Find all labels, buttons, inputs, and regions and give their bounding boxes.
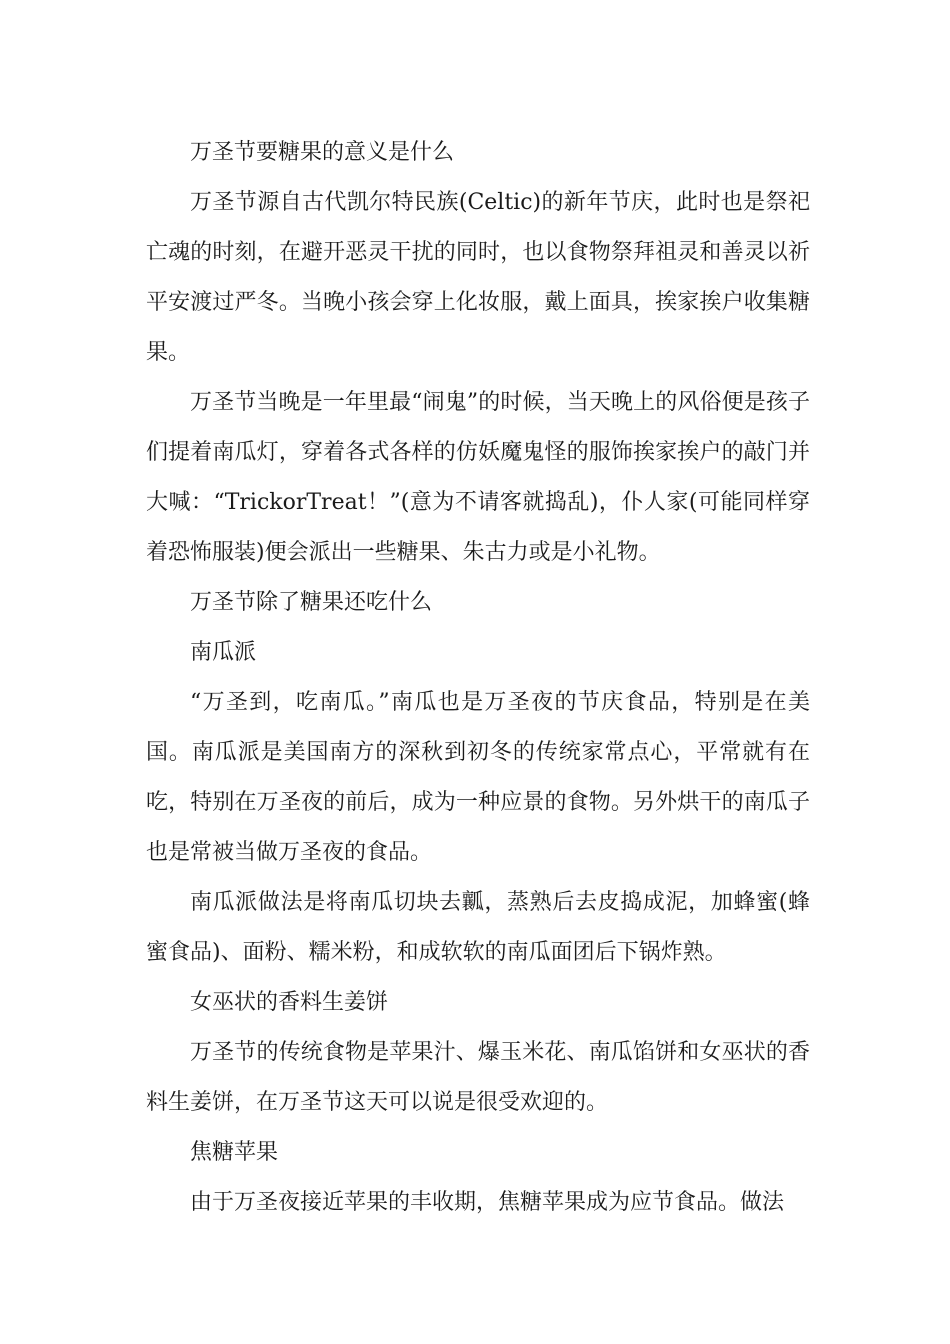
heading-caramel-apple: 焦糖苹果 <box>190 1140 279 1165</box>
document-page <box>146 128 810 1228</box>
paragraph-trick-or-treat: 万圣节当晚是一年里最“闹鬼”的时候，当天晚上的风俗便是孩子们提着南瓜灯，穿着各式各样的仿妖魔鬼怪的服饰挨家挨户的敲门并大喊：“TrickorTreat！”(意为不请客就捣乱)，仆人家(可能同样穿着恐怖服装)便会派出一些糖果、朱古力或是小礼物。 <box>146 390 810 565</box>
heading-candy-meaning: 万圣节要糖果的意义是什么 <box>190 140 455 165</box>
heading-other-foods: 万圣节除了糖果还吃什么 <box>190 590 433 615</box>
heading-pumpkin-pie: 南瓜派 <box>190 640 257 665</box>
paragraph-origin: 万圣节源自古代凯尔特民族(Celtic)的新年节庆，此时也是祭祀亡魂的时刻，在避开恶灵干扰的同时，也以食物祭拜祖灵和善灵以祈平安渡过严冬。当晚小孩会穿上化妆服，戴上面具，挨家挨户收集糖果。 <box>146 190 810 365</box>
heading-gingerbread: 女巫状的香料生姜饼 <box>190 990 389 1015</box>
paragraph-caramel-apple: 由于万圣夜接近苹果的丰收期，焦糖苹果成为应节食品。做法 <box>190 1190 785 1215</box>
paragraph-pumpkin-pie: “万圣到，吃南瓜。”南瓜也是万圣夜的节庆食品，特别是在美国。南瓜派是美国南方的深秋到初冬的传统家常点心，平常就有在吃，特别在万圣夜的前后，成为一种应景的食物。另外烘干的南瓜子也是常被当做万圣夜的食品。 <box>146 690 810 865</box>
paragraph-gingerbread: 万圣节的传统食物是苹果汁、爆玉米花、南瓜馅饼和女巫状的香料生姜饼，在万圣节这天可以说是很受欢迎的。 <box>146 1040 810 1115</box>
paragraph-pumpkin-pie-recipe: 南瓜派做法是将南瓜切块去瓤，蒸熟后去皮捣成泥，加蜂蜜(蜂蜜食品)、面粉、糯米粉，和成软软的南瓜面团后下锅炸熟。 <box>146 890 810 965</box>
